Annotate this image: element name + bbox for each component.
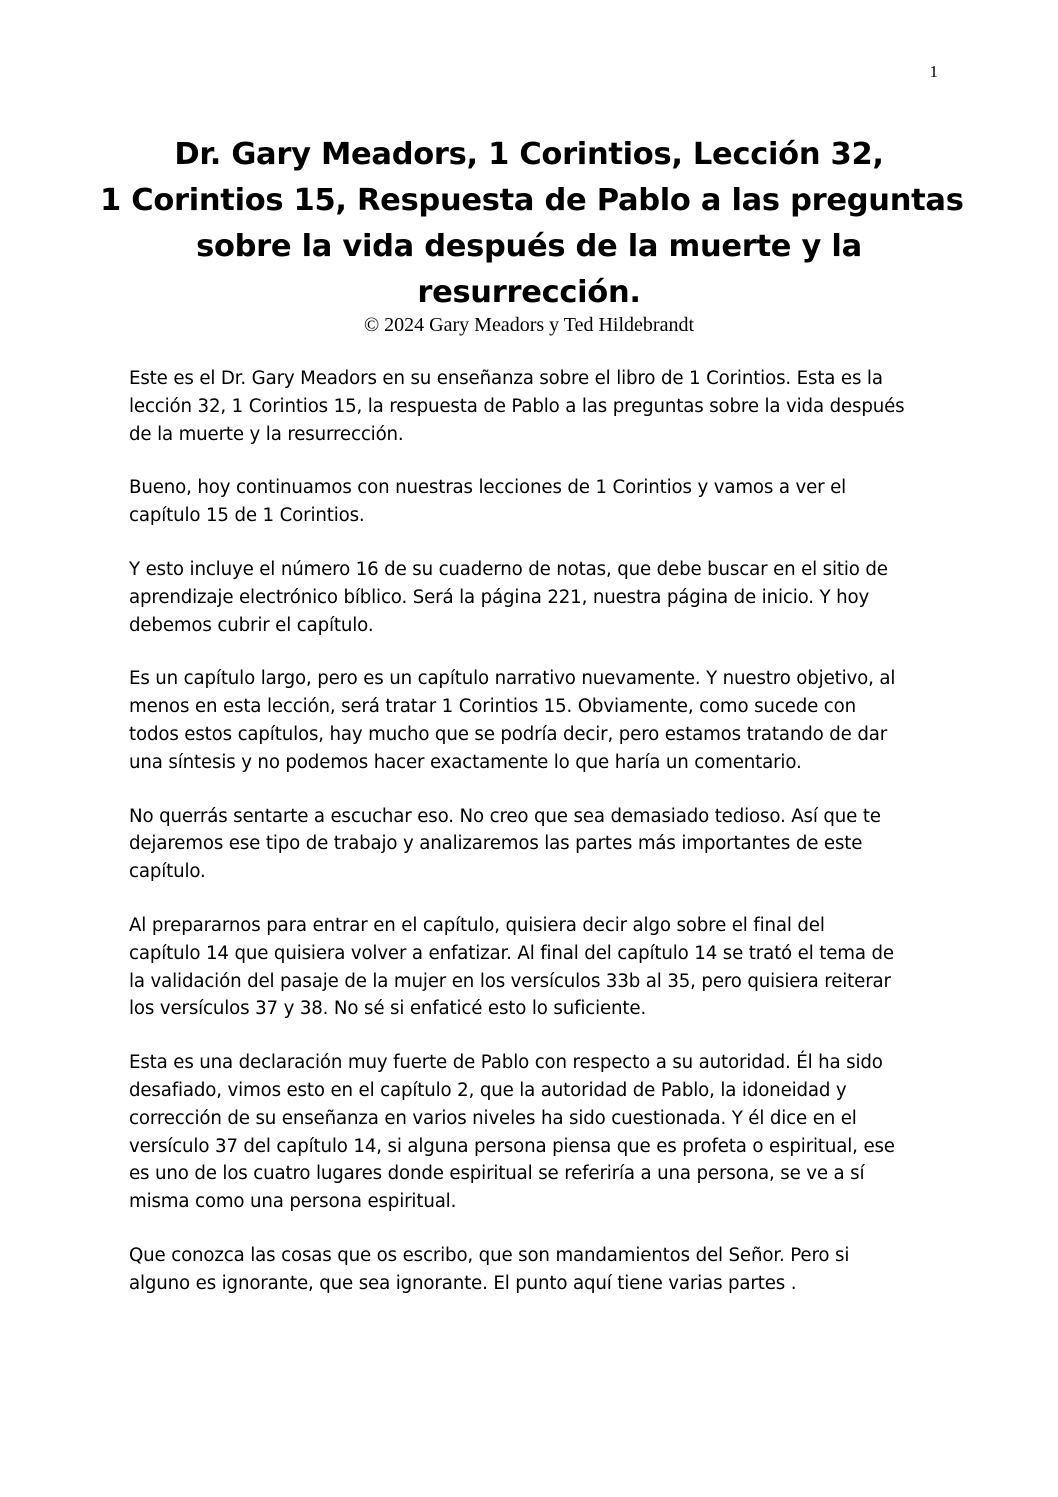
title-line: sobre la vida después de la muerte y la [196, 229, 862, 264]
text-line: lección 32, 1 Corintios 15, la respuesta de Pablo a las preguntas sobre la vida después [129, 395, 905, 417]
paragraph [129, 803, 944, 886]
paragraph [129, 365, 944, 448]
paragraph [129, 474, 944, 530]
text-line: aprendizaje electrónico bíblico. Será la página 221, nuestra página de inicio. Y hoy [129, 586, 870, 608]
text-line: de la muerte y la resurrección. [129, 423, 404, 445]
text-line: Bueno, hoy continuamos con nuestras lecciones de 1 Corintios y vamos a ver el [129, 477, 847, 499]
text-line: Que conozca las cosas que os escribo, que son mandamientos del Señor. Pero si [129, 1244, 850, 1266]
body-text [129, 365, 944, 1324]
text-line: capítulo 14 que quisiera volver a enfatizar. Al final del capítulo 14 se trató el tema de [129, 942, 894, 964]
paragraph [129, 1242, 944, 1298]
text-line: Y esto incluye el número 16 de su cuaderno de notas, que debe buscar en el sitio de [129, 558, 888, 580]
text-line: misma como una persona espiritual. [129, 1191, 457, 1213]
text-line: No querrás sentarte a escuchar eso. No creo que sea demasiado tedioso. Así que te [129, 805, 881, 827]
text-line: todos estos capítulos, hay mucho que se podría decir, pero estamos tratando de dar [129, 723, 888, 745]
copyright-notice: © 2024 Gary Meadors y Ted Hildebrandt [363, 314, 695, 336]
text-line: la validación del pasaje de la mujer en los versículos 33b al 35, pero quisiera reiterar [129, 970, 891, 992]
paragraph [129, 665, 944, 776]
text-line: es uno de los cuatro lugares donde espiritual se referiría a una persona, se ve a sí [129, 1163, 865, 1185]
paragraph [129, 1049, 944, 1216]
text-line: una síntesis y no podemos hacer exactamente lo que haría un comentario. [129, 751, 802, 773]
title-line: Dr. Gary Meadors, 1 Corintios, Lección 32, [174, 137, 884, 172]
text-line: versículo 37 del capítulo 14, si alguna persona piensa que es profeta o espiritual, ese [129, 1135, 895, 1157]
text-line: desafiado, vimos esto en el capítulo 2, que la autoridad de Pablo, la idoneidad y [129, 1079, 847, 1101]
text-line: Esta es una declaración muy fuerte de Pablo con respecto a su autoridad. Él ha sido [129, 1052, 883, 1074]
text-line: Este es el Dr. Gary Meadors en su enseñanza sobre el libro de 1 Corintios. Esta es la [129, 368, 883, 389]
text-line: alguno es ignorante, que sea ignorante. El punto aquí tiene varias partes . [129, 1272, 797, 1294]
page-number: 1 [929, 62, 938, 81]
text-line: menos en esta lección, será tratar 1 Corintios 15. Obviamente, como sucede con [129, 696, 856, 718]
paragraph [129, 556, 944, 639]
text-line: Al prepararnos para entrar en el capítulo, quisiera decir algo sobre el final del [129, 914, 825, 936]
text-line: los versículos 37 y 38. No sé si enfaticé esto lo suficiente. [129, 998, 647, 1020]
text-line: capítulo 15 de 1 Corintios. [129, 505, 365, 527]
document-title [100, 132, 964, 316]
title-line: 1 Corintios 15, Respuesta de Pablo a las preguntas [100, 183, 964, 218]
text-line: capítulo. [129, 861, 206, 883]
title-block [100, 132, 964, 338]
text-line: dejaremos ese tipo de trabajo y analizaremos las partes más importantes de este [129, 833, 863, 855]
text-line: Es un capítulo largo, pero es un capítulo narrativo nuevamente. Y nuestro objetivo, al [129, 668, 896, 690]
text-line: debemos cubrir el capítulo. [129, 614, 374, 636]
text-line: corrección de su enseñanza en varios niveles ha sido cuestionada. Y él dice en el [129, 1107, 857, 1129]
title-line: resurrección. [417, 275, 641, 310]
paragraph [129, 912, 944, 1023]
